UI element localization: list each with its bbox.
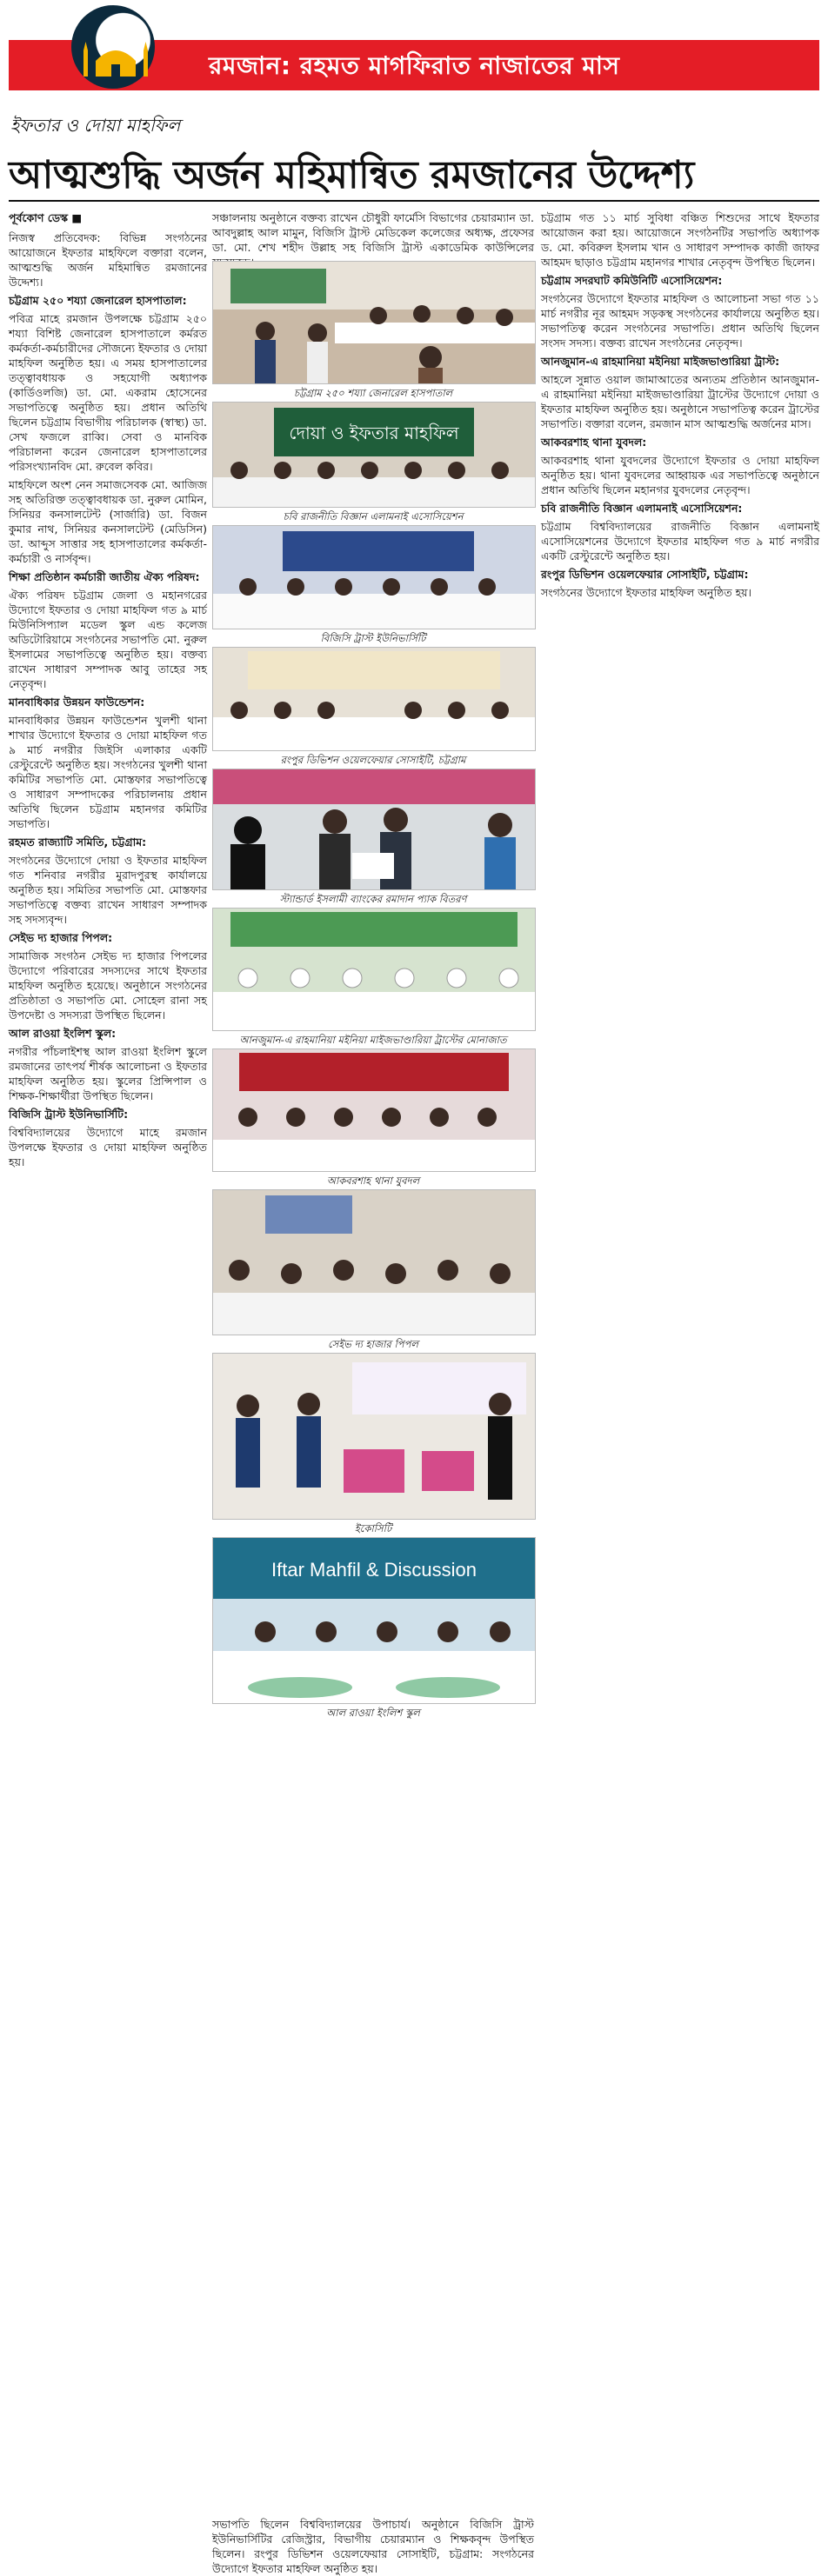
photo-caption: চবি রাজনীতি বিজ্ঞান এলামনাই এসোসিয়েশন bbox=[283, 510, 464, 523]
paragraph: আকবরশাহ থানা যুবদলের উদ্যোগে ইফতার ও দোয়া মাহফিল অনুষ্ঠিত হয়। থানা যুবদলের আহ্বায়ক এর সভাপতিত্বে অনুষ্ঠানে প্রধান অতিথি ছিলেন মহানগর যুবদলের নেতৃবৃন্দ। bbox=[541, 454, 819, 496]
section-heading: চট্টগ্রাম সদরঘাট কমিউনিটি এসোসিয়েশন: bbox=[541, 274, 723, 287]
photo-caption: স্ট্যান্ডার্ড ইসলামী ব্যাংকের রমাদান প্যাক বিতরণ bbox=[279, 893, 467, 905]
banner-title: রমজান: রহমত মাগফিরাত নাজাতের মাস bbox=[209, 51, 620, 80]
paragraph: চট্টগ্রাম বিশ্ববিদ্যালয়ের রাজনীতি বিজ্ঞান এলামনাই এসোসিয়েশনের উদ্যোগে ইফতার মাহফিল গত ৯ মার্চ নগরীর একটি রেস্টুরেন্টে অনুষ্ঠিত হয়। bbox=[541, 520, 819, 562]
banner-text: Iftar Mahfil & Discussion bbox=[271, 1559, 477, 1581]
photo-caption: আকবরশাহ থানা যুবদল bbox=[326, 1175, 420, 1187]
paragraph: মানবাধিকার উন্নয়ন ফাউন্ডেশন খুলশী থানা শাখার উদ্যোগে ইফতার ও দোয়া মাহফিল গত ৯ মার্চ নগরীর জিইসি এলাকার একটি রেস্টুরেন্টে অনুষ্ঠিত হয়। সংগঠনের খুলশী থানা কমিটির সভাপতি মো. মোস্তফার সভাপতিত্বে ও সাধারণ সম্পাদকের পরিচালনায় প্রধান অতিথি ছিলেন চট্টগ্রাম মহানগর কমিটির সভাপতি। bbox=[9, 714, 207, 830]
article-footer-text: সভাপতি ছিলেন বিশ্ববিদ্যালয়ের উপাচার্য। অনুষ্ঠানে বিজিসি ট্রাস্ট ইউনিভার্সিটির রেজিস্ট্রার, বিভাগীয় চেয়ারম্যান ও শিক্ষকবৃন্দ উপস্থিত ছিলেন। রংপুর ডিভিশন ওয়েলফেয়ার সোসাইটি, চট্টগ্রাম: সংগঠনের উদ্যোগে ইফতার মাহফিল অনুষ্ঠিত হয়। bbox=[212, 2518, 534, 2575]
paragraph: নগরীর পাঁচলাইশস্থ আল রাওয়া ইংলিশ স্কুলে রমজানের তাৎপর্য শীর্ষক আলোচনা ও ইফতার মাহফিল অনুষ্ঠিত হয়। স্কুলের প্রিন্সিপাল ও শিক্ষক-শিক্ষার্থীরা উপস্থিত ছিলেন। bbox=[9, 1045, 207, 1102]
photo-jubodal bbox=[212, 1048, 536, 1172]
section-heading: আনজুমান-এ রাহমানিয়া মইনিয়া মাইজভাণ্ডারিয়া ট্রাস্ট: bbox=[541, 355, 780, 368]
paragraph: নিজস্ব প্রতিবেদক: বিভিন্ন সংগঠনের আয়োজনে ইফতার মাহফিলে বক্তারা বলেন, আত্মশুদ্ধি অর্জন মহিমান্বিত রমজানের উদ্দেশ্য। bbox=[9, 231, 207, 289]
paragraph: সামাজিক সংগঠন সেইভ দ্য হাজার পিপলের উদ্যোগে পরিবারের সদস্যদের সাথে ইফতার মাহফিল অনুষ্ঠিত হয়েছে। অনুষ্ঠানে সংগঠনের প্রতিষ্ঠাতা ও সভাপতি মো. সোহেল রানা সহ উপদেষ্টা ও সদস্যরা উপস্থিত ছিলেন। bbox=[9, 949, 207, 1022]
section-heading: চবি রাজনীতি বিজ্ঞান এলামনাই এসোসিয়েশন: bbox=[541, 502, 743, 515]
section-heading: রংপুর ডিভিশন ওয়েলফেয়ার সোসাইটি, চট্টগ্রাম: bbox=[541, 568, 749, 581]
section-heading: আল রাওয়া ইংলিশ স্কুল: bbox=[9, 1027, 117, 1040]
photo-caption: আনজুমান-এ রাহমানিয়া মইনিয়া মাইজভাণ্ডারিয়া ট্রাস্টের মোনাজাত bbox=[239, 1034, 507, 1046]
photo-caption: সেইভ দ্য হাজার পিপল bbox=[328, 1338, 418, 1350]
photo-rangpur-society bbox=[212, 647, 536, 751]
photo-save-people bbox=[212, 1189, 536, 1335]
photo-hospital-iftar bbox=[212, 261, 536, 384]
paragraph: সঞ্চালনায় অনুষ্ঠানে বক্তব্য রাখেন চৌধুরী ফার্মেসি বিভাগের চেয়ারম্যান ডা. আবদুল্লাহ আল মামুন, বিজিসি ট্রাস্ট মেডিকেল কলেজের অধ্যক্ষ, প্রফেসর ডা. মো. শেখ শহীদ উল্লাহ সহ বিজিসি ট্রাস্ট একাডেমিক কাউন্সিলের bbox=[212, 211, 534, 254]
section-heading: সেইভ দ্য হাজার পিপল: bbox=[9, 931, 113, 944]
section-heading: বিজিসি ট্রাস্ট ইউনিভার্সিটি: bbox=[9, 1108, 129, 1121]
paragraph: সংগঠনের উদ্যোগে দোয়া ও ইফতার মাহফিল গত শনিবার নগরীর মুরাদপুরস্থ কার্যালয়ে অনুষ্ঠিত হয়। সমিতির সভাপতি মো. মোস্তফার সভাপতিত্বে বক্তব্য রাখেন সাধারণ সম্পাদক সহ সদস্যবৃন্দ। bbox=[9, 854, 207, 926]
paragraph: সংগঠনের উদ্যোগে ইফতার মাহফিল অনুষ্ঠিত হয়। bbox=[541, 586, 751, 599]
kicker: ইফতার ও দোয়া মাহফিল bbox=[10, 115, 181, 136]
banner-text: দোয়া ও ইফতার মাহফিল bbox=[289, 423, 459, 443]
paragraph: চট্টগ্রাম গত ১১ মার্চ সুবিধা বঞ্চিত শিশুদের সাথে ইফতার আয়োজন করা হয়। আয়োজনে সংগঠনটির সভাপতি অধ্যাপক ড. মো. কবিরুল ইসলাম খান ও সাধারণ সম্পাদক কাজী জাফর আহমদ ছাড়াও চট্টগ্রাম মহানগর শাখার নেতৃবৃন্দ উপস্থিত ছিলেন। bbox=[541, 211, 819, 269]
byline: পূর্বকোণ ডেস্ক ■ bbox=[9, 211, 83, 224]
article-column-left bbox=[9, 210, 207, 2558]
photo-alumni-iftar bbox=[212, 402, 536, 508]
photo-caption: রংপুর ডিভিশন ওয়েলফেয়ার সোসাইটি, চট্টগ্রাম bbox=[280, 754, 466, 766]
paragraph: বিশ্ববিদ্যালয়ের উদ্যোগে মাহে রমজান উপলক্ষে ইফতার ও দোয়া মাহফিল অনুষ্ঠিত হয়। bbox=[9, 1126, 207, 1168]
section-heading: রহমত রাজ্যাটি সমিতি, চট্টগ্রাম: bbox=[9, 835, 147, 849]
paragraph: ঐক্য পরিষদ চট্টগ্রাম জেলা ও মহানগরের উদ্যোগে ইফতার ও দোয়া মাহফিল গত ৯ মার্চ মিউনিসিপ্যাল মডেল স্কুল এন্ড কলেজ অডিটোরিয়ামে সংগঠনের সভাপতি মো. নুরুল ইসলামের সভাপতিত্বে অনুষ্ঠিত হয়। বক্তব্য রাখেন সাধারণ সম্পাদক আবু তাহের সহ নেতৃবৃন্দ। bbox=[9, 589, 207, 690]
paragraph: আহলে সুন্নাত ওয়াল জামাআতের অন্যতম প্রতিষ্ঠান আনজুমান-এ রাহমানিয়া মইনিয়া মাইজভাণ্ডারিয়া ট্রাস্টের উদ্যোগে দোয়া ও ইফতার মাহফিল অনুষ্ঠিত হয়। অনুষ্ঠানে সভাপতিত্ব করেন ট্রাস্টের সভাপতি। বক্তারা বলেন, রমজান মাস আত্মশুদ্ধি অর্জনের মাস। bbox=[541, 373, 819, 430]
headline-rule bbox=[9, 200, 819, 202]
section-banner bbox=[0, 0, 828, 94]
section-heading: শিক্ষা প্রতিষ্ঠান কর্মচারী জাতীয় ঐক্য পরিষদ: bbox=[9, 570, 200, 583]
photo-caption: চট্টগ্রাম ২৫০ শয্যা জেনারেল হাসপাতাল bbox=[293, 387, 453, 399]
article-column-middle-top bbox=[212, 210, 534, 259]
photo-caption: বিজিসি ট্রাস্ট ইউনিভার্সিটি bbox=[320, 632, 426, 644]
photo-caption: আল রাওয়া ইংলিশ স্কুল bbox=[326, 1707, 420, 1719]
photo-bank-pack bbox=[212, 769, 536, 890]
headline: আত্মশুদ্ধি অর্জন মহিমান্বিত রমজানের উদ্দেশ্য bbox=[9, 153, 694, 197]
article-column-right bbox=[541, 210, 819, 2558]
photo-ecocity bbox=[212, 1353, 536, 1520]
paragraph: মাহফিলে অংশ নেন সমাজসেবক মো. আজিজ সহ অতিরিক্ত তত্ত্বাবধায়ক ডা. নুরুল মোমিন, সিনিয়র কনসালটেন্ট (সার্জারি) ডা. বিজন কুমার নাথ, সিনিয়র কনসালটেন্ট (মেডিসিন) ডা. আব্দুস সাত্তার সহ হাসপাতালের কর্মকর্তা-কর্মচারী ও নার্সবৃন্দ। bbox=[9, 478, 207, 565]
section-heading: মানবাধিকার উন্নয়ন ফাউন্ডেশন: bbox=[9, 696, 145, 709]
section-heading: আকবরশাহ থানা যুবদল: bbox=[541, 436, 647, 449]
middle-column-continued bbox=[212, 1721, 534, 2504]
photo-caption: ইকোসিটি bbox=[354, 1522, 392, 1534]
section-heading: চট্টগ্রাম ২৫০ শয্যা জেনারেল হাসপাতাল: bbox=[9, 294, 187, 307]
photo-al-rawa-school bbox=[212, 1537, 536, 1704]
paragraph: পবিত্র মাহে রমজান উপলক্ষে চট্টগ্রাম ২৫০ শয্যা বিশিষ্ট জেনারেল হাসপাতালে কর্মরত কর্মকর্তা-কর্মচারীদের সৌজন্যে ইফতার ও দোয়া মাহফিল অনুষ্ঠিত হয়। এ সময় হাসপাতালের তত্ত্বাবধায়ক ও সহযোগী অধ্যাপক (কার্ডিওলজি) ডা. মো. একরাম হোসেনের সভাপতিত্বে অনুষ্ঠিত হয়। প্রধান অতিথি ছিলেন চট্টগ্রাম বিভাগীয় পরিচালক (স্বাস্থ্য) ডা. সেখ ফজলে রাব্বি। সেবা ও মানবিক পরিচালনা করেন জেনারেল হাসপাতালের পরিসংখ্যানবিদ মো. রুবেল কবির। bbox=[9, 312, 207, 473]
photo-bgc-trust bbox=[212, 525, 536, 629]
mosque-icon bbox=[80, 38, 151, 77]
paragraph: সংগঠনের উদ্যোগে ইফতার মাহফিল ও আলোচনা সভা গত ১১ মার্চ নগরীর নূর আহমদ সড়কস্থ সংগঠনের কার্যালয়ে অনুষ্ঠিত হয়। সভাপতিত্ব করেন সংগঠনের সভাপতি। প্রধান অতিথি ছিলেন সংসদ সদস্য। বক্তব্য রাখেন সংগঠনের নেতৃবৃন্দ। bbox=[541, 292, 819, 349]
photo-trust-prayer bbox=[212, 908, 536, 1031]
